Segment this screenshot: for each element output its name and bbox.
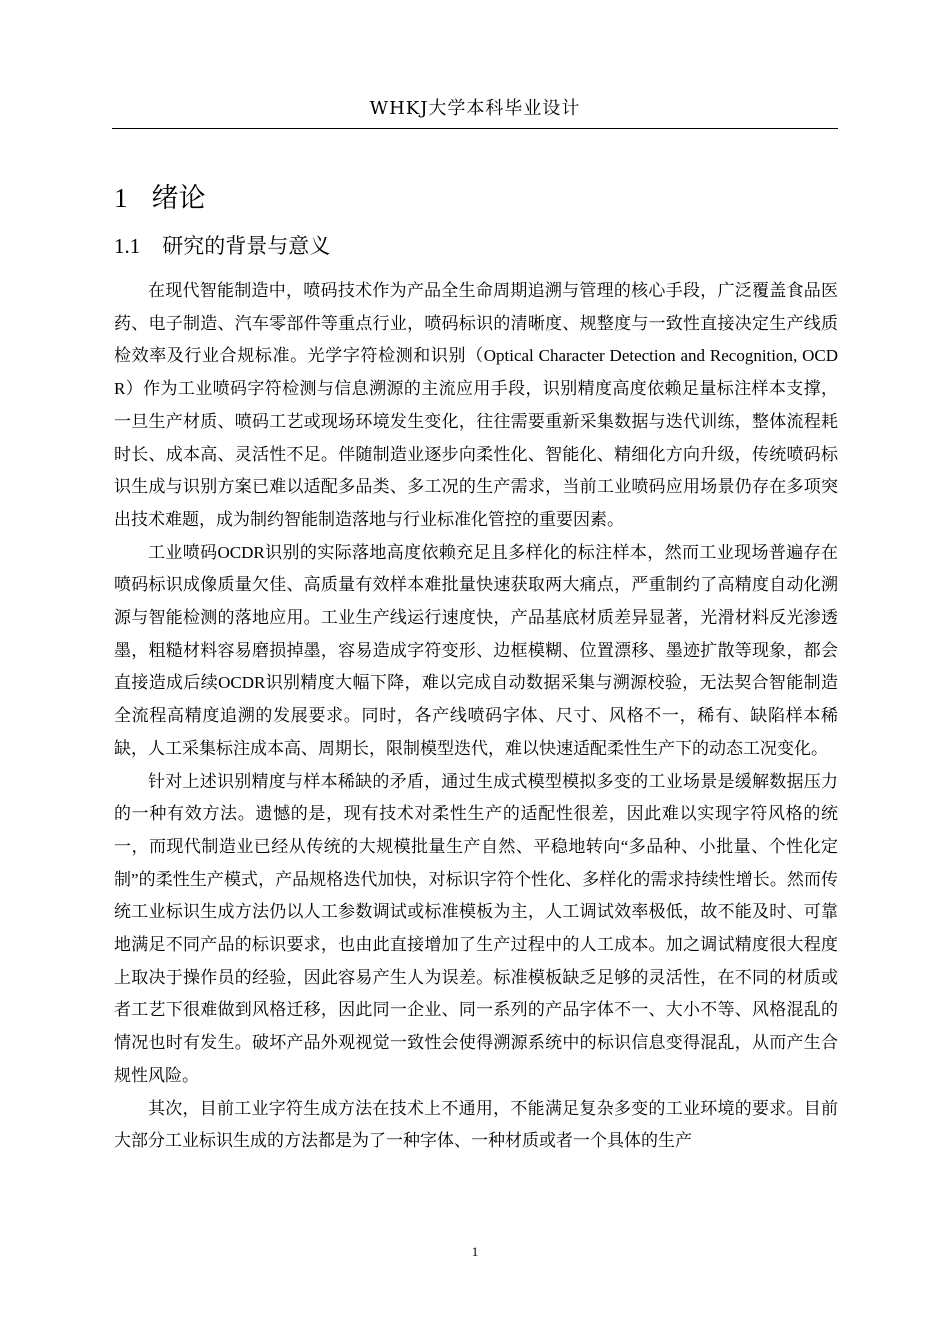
paragraph: 在现代智能制造中，喷码技术作为产品全生命周期追溯与管理的核心手段，广泛覆盖食品医药、电子制造、汽车零部件等重点行业，喷码标识的清晰度、规整度与一致性直接决定生产线质检效率及行业合规标准。光学字符检测和识别（Optical Character Detection and Recognition, OCDR）作为工业喷码字符检测与信息溯源的主流应用手段，识别精度高度依赖足量标注样本支撑，一旦生产材质、喷码工艺或现场环境发生变化，往往需要重新采集数据与迭代训练，整体流程耗时长、成本高、灵活性不足。伴随制造业逐步向柔性化、智能化、精细化方向升级，传统喷码标识生成与识别方案已难以适配多品类、多工况的生产需求，当前工业喷码应用场景仍存在多项突出技术难题，成为制约智能制造落地与行业标准化管控的重要因素。	[114, 281, 838, 529]
chapter-heading	[114, 176, 206, 215]
body-text	[114, 275, 838, 1158]
chapter-title: 绪论	[151, 183, 206, 214]
header-divider	[112, 128, 838, 129]
page-header: WHKJ大学本科毕业设计	[369, 98, 581, 119]
section-heading	[114, 230, 330, 260]
section-number: 1.1	[114, 234, 141, 258]
paragraph: 其次，目前工业字符生成方法在技术上不通用，不能满足复杂多变的工业环境的要求。目前大部分工业标识生成的方法都是为了一种字体、一种材质或者一个具体的生产	[114, 1098, 838, 1151]
page-number: 1	[471, 1244, 479, 1259]
chapter-number: 1	[114, 183, 128, 213]
paragraph: 针对上述识别精度与样本稀缺的矛盾，通过生成式模型模拟多变的工业场景是缓解数据压力的一种有效方法。遗憾的是，现有技术对柔性生产的适配性很差，因此难以实现字符风格的统一，而现代制造业已经从传统的大规模批量生产自然、平稳地转向“多品种、小批量、个性化定制”的柔性生产模式，产品规格迭代加快，对标识字符个性化、多样化的需求持续性增长。然而传统工业标识生成方法仍以人工参数调试或标准模板为主，人工调试效率极低，故不能及时、可靠地满足不同产品的标识要求，也由此直接增加了生产过程中的人工成本。加之调试精度很大程度上取决于操作员的经验，因此容易产生人为误差。标准模板缺乏足够的灵活性，在不同的材质或者工艺下很难做到风格迁移，因此同一企业、同一系列的产品字体不一、大小不等、风格混乱的情况也时有发生。破坏产品外观视觉一致性会使得溯源系统中的标识信息变得混乱，从而产生合规性风险。	[114, 771, 838, 1085]
paragraph: 工业喷码OCDR识别的实际落地高度依赖充足且多样化的标注样本，然而工业现场普遍存在喷码标识成像质量欠佳、高质量有效样本难批量快速获取两大痛点，严重制约了高精度自动化溯源与智能检测的落地应用。工业生产线运行速度快，产品基底材质差异显著，光滑材料反光渗透墨，粗糙材料容易磨损掉墨，容易造成字符变形、边框模糊、位置漂移、墨迹扩散等现象，都会直接造成后续OCDR识别精度大幅下降，难以完成自动数据采集与溯源校验，无法契合智能制造全流程高精度追溯的发展要求。同时，各产线喷码字体、尺寸、风格不一，稀有、缺陷样本稀缺，人工采集标注成本高、周期长，限制模型迭代，难以快速适配柔性生产下的动态工况变化。	[114, 542, 838, 758]
section-title: 研究的背景与意义	[162, 234, 331, 258]
